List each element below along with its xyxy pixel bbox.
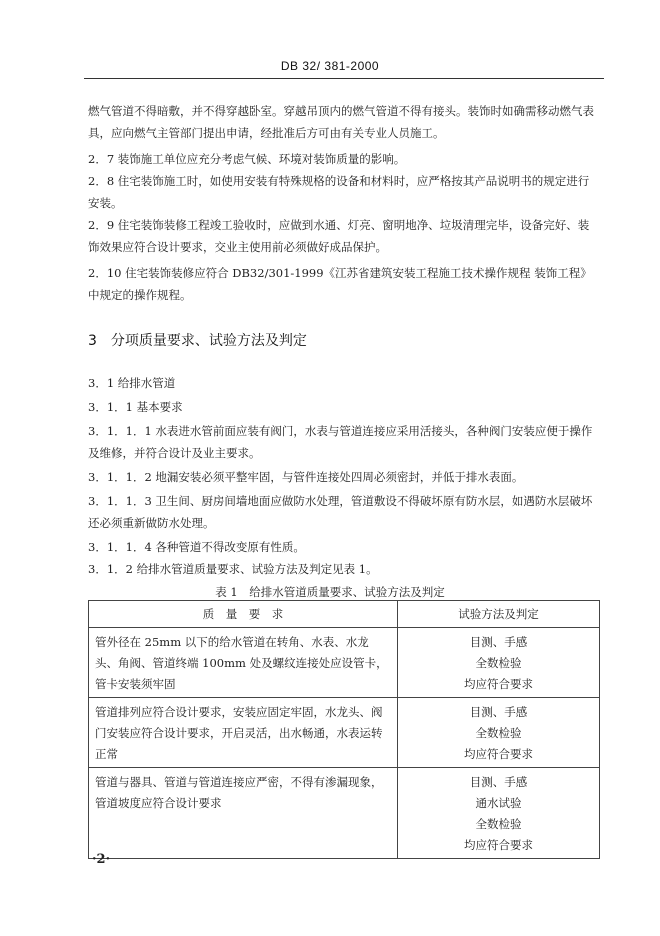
method-line: 均应符合要求	[464, 677, 533, 691]
subsection-3-1: 3．1 给排水管道	[88, 376, 176, 390]
section-heading: 3 分项质量要求、试验方法及判定	[88, 333, 307, 349]
table-row	[89, 698, 600, 768]
method-cell	[398, 698, 600, 768]
method-cell	[398, 768, 600, 859]
method-line: 均应符合要求	[464, 838, 533, 852]
header-rule	[84, 78, 604, 79]
requirement-cell: 管道与器具、管道与管道连接应严密，不得有渗漏现象，管道坡度应符合设计要求	[89, 768, 398, 859]
requirement-cell: 管道排列应符合设计要求，安装应固定牢固，水龙头、阀门安装应符合设计要求，开启灵活，出水畅通，水表运转正常	[89, 698, 398, 768]
method-line: 全数检验	[475, 656, 522, 670]
method-line: 通水试验	[475, 796, 522, 810]
clause-3-1-1-2: 3．1．1．2 地漏安装必须平整牢固，与管件连接处四周必须密封，并低于排水表面。	[88, 470, 524, 484]
table-header-row	[89, 601, 600, 628]
method-cell	[398, 628, 600, 698]
paragraph-2-7: 2．7 装饰施工单位应充分考虑气候、环境对装饰质量的影响。	[88, 152, 406, 166]
table-row	[89, 768, 600, 859]
subsection-3-1-1: 3．1．1 基本要求	[88, 400, 183, 414]
table-caption: 表 1 给排水管道质量要求、试验方法及判定	[215, 585, 445, 599]
paragraph-gas: 燃气管道不得暗敷，并不得穿越卧室。穿越吊顶内的燃气管道不得有接头。装饰时如确需移动燃气表具，应向燃气主管部门提出申请，经批准后方可由有关专业人员施工。	[88, 104, 594, 140]
requirement-cell: 管外径在 25mm 以下的给水管道在转角、水表、水龙头、角阀、管道终端 100mm 处及螺纹连接处应设管卡，管卡安装须牢固	[89, 628, 398, 698]
table-row	[89, 628, 600, 698]
page-number: ·2·	[92, 852, 111, 867]
method-line: 目测、手感	[469, 775, 528, 789]
method-line: 均应符合要求	[464, 747, 533, 761]
header-requirement: 质 量 要 求	[89, 601, 398, 628]
header-method: 试验方法及判定	[398, 601, 600, 628]
paragraph-2-10: 2．10 住宅装饰装修应符合 DB32/301-1999《江苏省建筑安装工程施工技术操作规程 装饰工程》中规定的操作规程。	[88, 266, 592, 302]
method-line: 目测、手感	[469, 635, 528, 649]
document-code: DB 32/ 381-2000	[280, 59, 380, 73]
paragraph-2-9: 2．9 住宅装饰装修工程竣工验收时，应做到水通、灯亮、窗明地净、垃圾清理完毕，设备完好、装饰效果应符合设计要求，交业主使用前必须做好成品保护。	[88, 218, 590, 254]
paragraph-2-8: 2．8 住宅装饰施工时，如使用安装有特殊规格的设备和材料时，应严格按其产品说明书的规定进行安装。	[88, 174, 590, 210]
method-line: 全数检验	[475, 817, 522, 831]
method-line: 全数检验	[475, 726, 522, 740]
quality-table	[88, 600, 600, 859]
clause-3-1-1-3: 3．1．1．3 卫生间、厨房间墙地面应做防水处理，管道敷设不得破坏原有防水层，如遇防水层破坏还必须重新做防水处理。	[88, 494, 593, 530]
clause-3-1-1-4: 3．1．1．4 各种管道不得改变原有性质。	[88, 540, 305, 554]
clause-3-1-1-1: 3．1．1．1 水表进水管前面应装有阀门，水表与管道连接应采用活接头，各种阀门安装应便于操作及维修，并符合设计及业主要求。	[88, 424, 593, 460]
method-line: 目测、手感	[469, 705, 528, 719]
clause-3-1-2: 3．1．2 给排水管道质量要求、试验方法及判定见表 1。	[88, 562, 378, 576]
